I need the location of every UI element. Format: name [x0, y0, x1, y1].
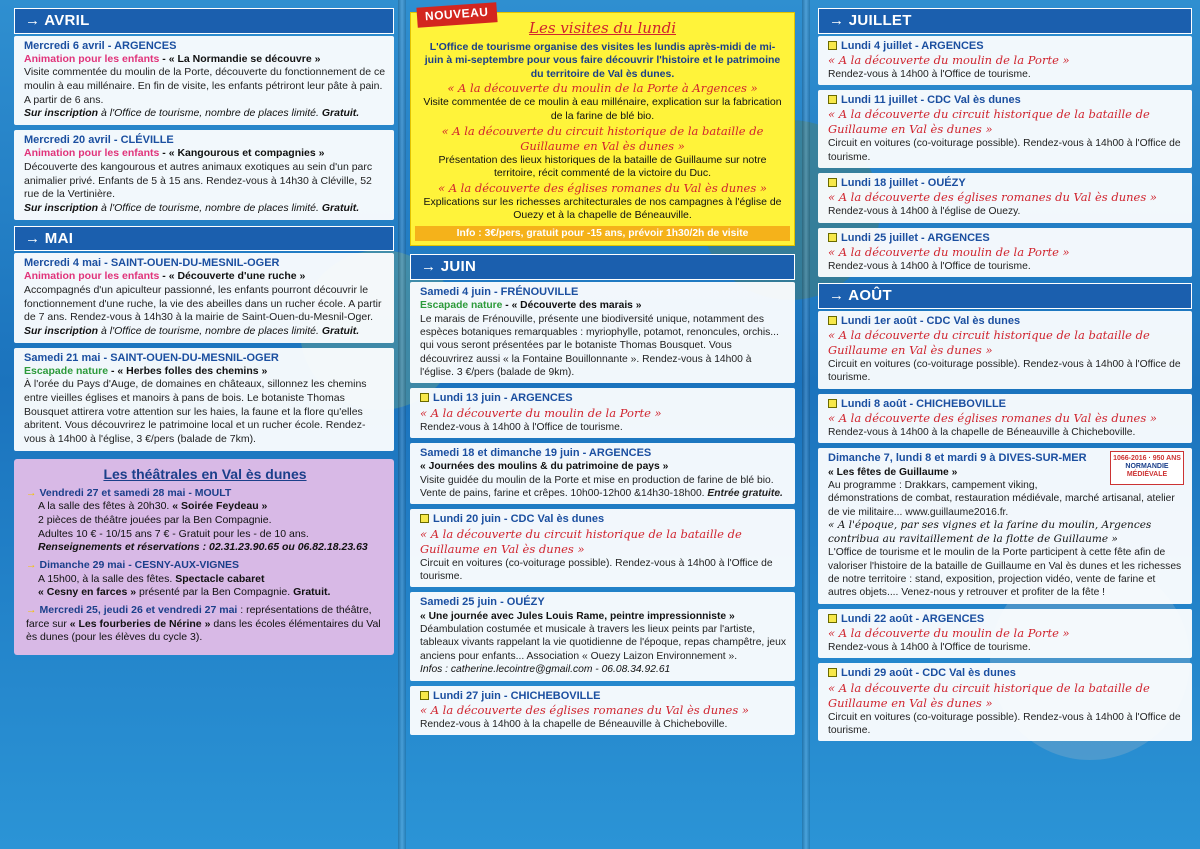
checkbox-square-icon — [420, 514, 429, 523]
checkbox-square-icon — [828, 41, 837, 50]
monday-visits-title: Les visites du lundi — [529, 19, 676, 37]
event-date-place: Samedi 21 mai - SAINT-OUEN-DU-MESNIL-OGER — [24, 351, 279, 364]
event-date-place: Lundi 27 juin - CHICHEBOVILLE — [420, 689, 787, 703]
event-date-place: Lundi 4 juillet - ARGENCES — [828, 39, 1184, 53]
checkbox-square-icon — [828, 95, 837, 104]
month-header-juin: → JUIN — [410, 254, 795, 280]
event-title: - « Découverte d'une ruche » — [159, 270, 306, 283]
checkbox-square-icon — [828, 233, 837, 242]
month-header-avril: → AVRIL — [14, 8, 394, 34]
event-description: Visite commentée du moulin de la Porte, découverte du fonctionnement de ce moulin à eau millénaire. En fin de visite, les enfants pétriront leur pâte à pain. A partir de 6 ans. — [24, 66, 386, 106]
event-card — [818, 663, 1192, 741]
event-category: Animation pour les enfants — [24, 147, 160, 160]
event-card — [818, 448, 1192, 604]
event-description: Découverte des kangourous et autres animaux exotiques au sein d'un parc animalier privé. Enfants de 5 à 15 ans. Rendez-vous à 14h30 à Cléville, 52 rue de la Vertinière. — [24, 160, 373, 201]
event-card — [14, 130, 394, 220]
visit-title: « A la découverte du moulin de la Porte à Argences » — [447, 81, 758, 96]
event-date-place: Lundi 29 août - CDC Val ès dunes — [828, 666, 1184, 680]
event-description: Accompagnés d'un apiculteur passionné, les enfants pourront découvrir le fonctionnement d'une ruche, la vie des abeilles dans un rucher école. A partir de 7 ans. Rendez-vous à 14h30 à la mairie de Saint-Ouen-du-Mesnil-Oger. — [24, 283, 382, 324]
event-description: Rendez-vous à 14h00 à l'église de Ouezy. — [828, 206, 1021, 218]
arrow-icon: → — [26, 559, 37, 572]
event-description: Rendez-vous à 14h00 à l'Office de tourisme. — [828, 642, 1031, 654]
event-title: « A la découverte du moulin de la Porte » — [828, 626, 1070, 641]
event-description: À l'orée du Pays d'Auge, de domaines en châteaux, sillonnez les chemins entre vieilles églises et manoirs à pans de bois. Le botaniste Thomas Bousquet attirera votre attention sur les haies, la faune et la flore qu'elles abritent. Vous découvrirez le patrimoine local et un rucher école. Rendez-vous à 14h00 à l'église, 3 €/pers (balade de 7km). — [24, 378, 367, 445]
event-date-place: Lundi 1er août - CDC Val ès dunes — [828, 314, 1184, 328]
event-card — [818, 609, 1192, 659]
event-quote: « A l'époque, par ses vignes et la farine du moulin, Argences contribua au ravitaillement de la flotte de Guillaume » — [828, 519, 1152, 545]
checkbox-square-icon — [420, 691, 429, 700]
event-title: - « La Normandie se découvre » — [159, 52, 321, 65]
event-title: - « Herbes folles des chemins » — [108, 364, 268, 377]
checkbox-square-icon — [828, 668, 837, 677]
event-date-place: Lundi 18 juillet - OUÉZY — [828, 176, 1184, 190]
checkbox-square-icon — [828, 316, 837, 325]
event-title: « A la découverte des églises romanes du Val ès dunes » — [420, 702, 749, 717]
event-title: « Une journée avec Jules Louis Rame, peintre impressionniste » — [420, 610, 735, 622]
event-category: Escapade nature — [420, 300, 503, 312]
event-description: L'Office de tourisme et le moulin de la Porte participent à cette fête afin de valoriser l'histoire de la bataille de Guillaume en Val ès dunes et les richesses de notre territoire : stand, exposition, projection vidéo, vente de farine et autres objets.... Venez-nous y retrouver et profiter de la fête ! — [828, 547, 1182, 599]
event-card — [410, 282, 795, 384]
fold-line — [398, 0, 406, 849]
fold-line — [802, 0, 810, 849]
visit-description: Visite commentée de ce moulin à eau millénaire, explication sur la fabrication de la farine de blé bio. — [423, 96, 782, 122]
event-date-place: Lundi 13 juin - ARGENCES — [420, 391, 787, 405]
column-left — [14, 8, 394, 843]
event-registration-note: Sur inscription à l'Office de tourisme, nombre de places limité. Gratuit. — [24, 201, 360, 214]
new-badge: NOUVEAU — [416, 2, 497, 27]
event-category: Animation pour les enfants — [24, 270, 160, 283]
event-card — [410, 592, 795, 680]
event-card — [410, 686, 795, 736]
event-description: Rendez-vous à 14h00 à l'Office de tourisme. — [828, 68, 1031, 80]
event-title: « A la découverte des églises romanes du Val ès dunes » — [828, 190, 1157, 205]
event-date-place: Dimanche 7, lundi 8 et mardi 9 à DIVES-SUR-MER — [828, 452, 1087, 465]
theatre-event — [26, 559, 384, 600]
event-title: « A la découverte du circuit historique de la bataille de Guillaume en Val ès dunes » — [828, 107, 1150, 137]
event-description: Déambulation costumée et musicale à travers les lieux peints par l'artiste, tableaux vivants rappelant la vie quotidienne de l'époque, repas champêtre, jeux anciens pour enfants... Association « Ouezy Laizon Environnement ». — [420, 624, 787, 662]
event-card — [410, 509, 795, 587]
monday-visits-box — [410, 4, 795, 246]
visit-description: Présentation des lieux historiques de la bataille de Guillaume sur notre territoire, récit commenté de la victoire du Duc. — [438, 153, 767, 180]
event-description: Visite guidée du moulin de la Porte et mise en production de farine de blé bio. Vente de pains, farine et crêpes. 10h00-12h00 &14h30-18h00. Entrée gratuite. — [420, 474, 783, 500]
checkbox-square-icon — [828, 614, 837, 623]
checkbox-square-icon — [420, 393, 429, 402]
event-title: « A la découverte du moulin de la Porte » — [828, 52, 1070, 67]
event-date-place: Samedi 25 juin - OUÉZY — [420, 596, 545, 609]
normandie-medievale-logo: 1066-2016 · 950 ANS NORMANDIE MÉDIÉVALE — [1110, 451, 1184, 485]
theatre-event-head: → Vendredi 27 et samedi 28 mai - MOULT — [26, 486, 232, 499]
event-title: « Journées des moulins & du patrimoine de pays » — [420, 461, 669, 473]
theatre-event-body: A la salle des fêtes à 20h30. « Soirée Feydeau » 2 pièces de théâtre jouées par la Ben Compagnie. Adultes 10 € - 10/15 ans 7 € - Gratuit pour les - de 10 ans. Renseignements et réservations : 02.31.23.90.65 ou 06.82.18.23.63 — [38, 500, 368, 554]
event-registration-note: Sur inscription à l'Office de tourisme, nombre de places limité. Gratuit. — [24, 107, 360, 120]
event-title: « A la découverte du moulin de la Porte » — [420, 405, 662, 420]
event-card — [14, 348, 394, 451]
event-title: « A la découverte des églises romanes du Val ès dunes » — [828, 410, 1157, 425]
event-date-place: Lundi 8 août - CHICHEBOVILLE — [828, 397, 1184, 411]
column-right — [818, 8, 1192, 843]
theatre-event — [26, 604, 384, 645]
event-title: « A la découverte du moulin de la Porte » — [828, 244, 1070, 259]
event-date-place: Lundi 20 juin - CDC Val ès dunes — [420, 512, 787, 526]
checkbox-square-icon — [828, 399, 837, 408]
event-title: « A la découverte du circuit historique de la bataille de Guillaume en Val ès dunes » — [420, 526, 742, 556]
visit-description: Explications sur les richesses architecturales de nos campagnes à l'église de Ouezy et à la chapelle de Béneauville. — [423, 195, 782, 222]
event-date-place: Samedi 18 et dimanche 19 juin - ARGENCES — [420, 447, 652, 460]
event-description: Circuit en voitures (co-voiturage possible). Rendez-vous à 14h00 à l'Office de tourisme. — [828, 138, 1181, 163]
event-description: Circuit en voitures (co-voiturage possible). Rendez-vous à 14h00 à l'Office de tourisme. — [828, 711, 1181, 737]
event-category: Escapade nature — [24, 364, 109, 377]
event-card — [14, 253, 394, 343]
event-card — [818, 394, 1192, 444]
event-date-place: Lundi 11 juillet - CDC Val ès dunes — [828, 93, 1184, 107]
event-card — [818, 90, 1192, 168]
arrow-icon: → — [26, 486, 37, 499]
event-card — [818, 173, 1192, 223]
month-header-mai: → MAI — [14, 226, 394, 252]
month-header-aout: → AOÛT — [818, 283, 1192, 309]
event-date-place: Mercredi 4 mai - SAINT-OUEN-DU-MESNIL-OGER — [24, 257, 280, 269]
event-date-place: Lundi 22 août - ARGENCES — [828, 612, 1184, 626]
visit-price-info: Info : 3€/pers, gratuit pour -15 ans, prévoir 1h30/2h de visite — [415, 226, 790, 241]
event-card — [818, 228, 1192, 278]
arrow-icon: → — [26, 603, 37, 616]
column-middle — [410, 4, 795, 843]
theatre-event-body: → Mercredi 25, jeudi 26 et vendredi 27 mai : représentations de théâtre, farce sur « Les fourberies de Nérine » dans les écoles élémentaires du Val ès dunes (pour les élèves du cycle 3). — [26, 603, 381, 644]
event-description: Rendez-vous à 14h00 à la chapelle de Béneauville à Chicheboville. — [828, 426, 1136, 438]
theatre-event-head: → Dimanche 29 mai - CESNY-AUX-VIGNES — [26, 559, 240, 572]
event-description: Rendez-vous à 14h00 à l'Office de tourisme. — [828, 260, 1031, 272]
theatre-event — [26, 487, 384, 555]
monday-visits-intro: L'Office de tourisme organise des visites les lundis après-midi de mi-juin à mi-septembre pour vous faire découvrir l'histoire et le patrimoine du territoire de Val ès dunes. — [424, 40, 781, 80]
event-description: Rendez-vous à 14h00 à l'Office de tourisme. — [420, 421, 623, 433]
event-description: Le marais de Frénouville, présente une biodiversité unique, notamment des espèces botaniques remarquables : myriophylle, potamot, renoncules, orchis... qui vous seront présentées par le botaniste Thomas Bousquet. Vous découvrirez aussi « la Fontaine Bouillonnante ». Rendez-vous à 14h00 à l'église. 3 €/pers (balade de 9km). — [420, 313, 779, 379]
event-card — [14, 36, 394, 126]
event-description: Circuit en voitures (co-voiturage possible). Rendez-vous à 14h00 à l'Office de tourisme. — [828, 358, 1181, 384]
event-date-place: Samedi 4 juin - FRÉNOUVILLE — [420, 285, 579, 298]
event-description: Circuit en voitures (co-voiturage possible). Rendez-vous à 14h00 à l'Office de tourisme. — [420, 557, 773, 583]
event-title: - « Kangourous et compagnies » — [159, 147, 325, 160]
event-registration-note: Sur inscription à l'Office de tourisme, nombre de places limité. Gratuit. — [24, 324, 360, 337]
event-date-place: Mercredi 20 avril - CLÉVILLE — [24, 134, 174, 146]
event-card — [410, 388, 795, 438]
theatre-title: Les théâtrales en Val ès dunes — [103, 465, 307, 482]
visit-title: « A la découverte des églises romanes du Val ès dunes » — [438, 180, 767, 195]
event-category: Animation pour les enfants — [24, 52, 160, 65]
event-title: - « Découverte des marais » — [502, 300, 642, 312]
event-title: « A la découverte du circuit historique de la bataille de Guillaume en Val ès dunes » — [828, 328, 1150, 357]
theatre-box — [14, 459, 394, 655]
event-date-place: Lundi 25 juillet - ARGENCES — [828, 231, 1184, 245]
event-card — [410, 443, 795, 504]
month-header-juillet: → JUILLET — [818, 8, 1192, 34]
visit-title: « A la découverte du circuit historique de la bataille de Guillaume en Val ès dunes » — [441, 123, 764, 153]
event-description: Rendez-vous à 14h00 à la chapelle de Béneauville à Chicheboville. — [420, 718, 728, 730]
event-title: « A la découverte du circuit historique de la bataille de Guillaume en Val ès dunes » — [828, 680, 1150, 710]
event-description: Au programme : Drakkars, campement viking, démonstrations de combat, restauration médiévale, marché artisanal, atelier de vie militaire... www.guillaume2016.fr. — [828, 479, 1175, 518]
event-card — [818, 311, 1192, 389]
theatre-event-body: A 15h00, à la salle des fêtes. Spectacle cabaret « Cesny en farces » présenté par la Ben Compagnie. Gratuit. — [38, 572, 331, 599]
event-title: « Les fêtes de Guillaume » — [828, 466, 958, 478]
event-date-place: Mercredi 6 avril - ARGENCES — [24, 39, 177, 52]
event-card — [818, 36, 1192, 86]
event-contact: Infos : catherine.lecointre@gmail.com - 06.08.34.92.61 — [420, 664, 671, 676]
checkbox-square-icon — [828, 178, 837, 187]
